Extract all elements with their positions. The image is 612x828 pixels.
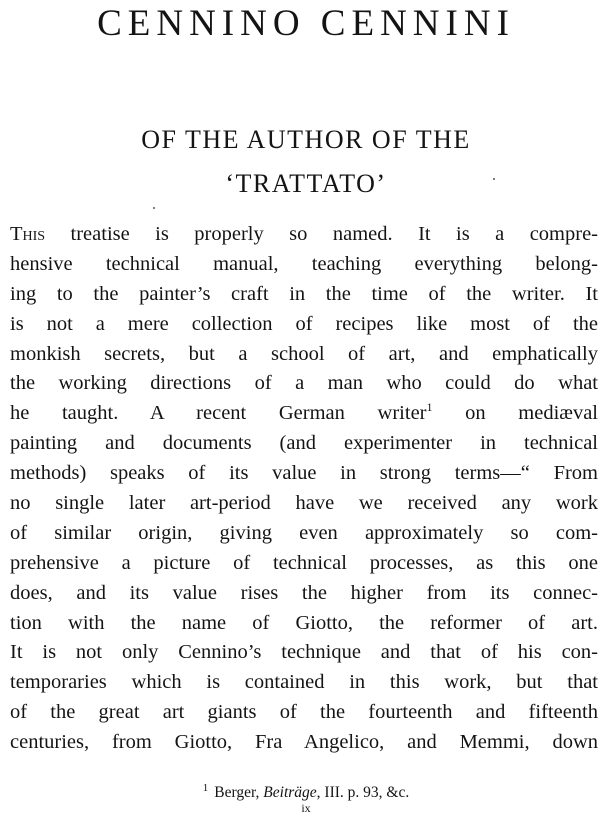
text-line: ing to the painter’s craft in the time of the writer. It — [10, 282, 598, 305]
line-text: on mediæval — [432, 402, 598, 425]
line-text: treatise is properly so named. It is a compre- — [45, 223, 598, 245]
text-line: prehensive a picture of technical processes, as this one — [10, 551, 598, 574]
footnote-ref: 1 — [426, 400, 433, 415]
lead-word: This — [10, 223, 46, 245]
text-line — [10, 399, 598, 429]
text-line — [10, 220, 598, 250]
chapter-title — [0, 118, 612, 206]
text-line: monkish secrets, but a school of art, and emphatically — [10, 342, 598, 365]
text-line: It is not only Cennino’s technique and that of his con- — [10, 641, 598, 664]
text-line: does, and its value rises the higher from its connec- — [10, 581, 598, 604]
footnote-rest: , III. p. 93, &c. — [316, 784, 410, 801]
line-text: he taught. A recent German writer — [10, 402, 427, 425]
text-line: painting and documents (and experimenter in technical — [10, 432, 598, 455]
text-line: of similar origin, giving even approximately so com- — [10, 521, 598, 544]
text-line: of the great art giants of the fourteenth and fifteenth — [10, 701, 598, 724]
chapter-title-line-2: ‘TRATTATO’ — [225, 169, 387, 198]
footnote-number: 1 — [202, 782, 209, 794]
footnote — [0, 778, 612, 803]
body-text — [10, 220, 598, 758]
page-number: ix — [301, 801, 311, 815]
text-line: is not a mere collection of recipes like most of the — [10, 312, 598, 335]
text-line: hensive technical manual, teaching everything belong- — [10, 252, 598, 275]
footnote-work: Beiträge — [263, 784, 317, 801]
text-line: methods) speaks of its value in strong terms—“ From — [10, 462, 598, 485]
print-speck — [493, 178, 495, 180]
text-line: temporaries which is contained in this work, but that — [10, 671, 598, 694]
text-line: the working directions of a man who could do what — [10, 372, 598, 395]
text-line: tion with the name of Giotto, the reformer of art. — [10, 611, 598, 634]
footnote-author: Berger, — [214, 784, 260, 801]
print-speck — [153, 207, 155, 209]
text-line: no single later art-period have we received any work — [10, 492, 598, 515]
running-head: CENNINO CENNINI — [97, 3, 515, 44]
text-line: centuries, from Giotto, Fra Angelico, and Memmi, down — [10, 731, 598, 754]
chapter-title-line-1: OF THE AUTHOR OF THE — [141, 125, 471, 154]
